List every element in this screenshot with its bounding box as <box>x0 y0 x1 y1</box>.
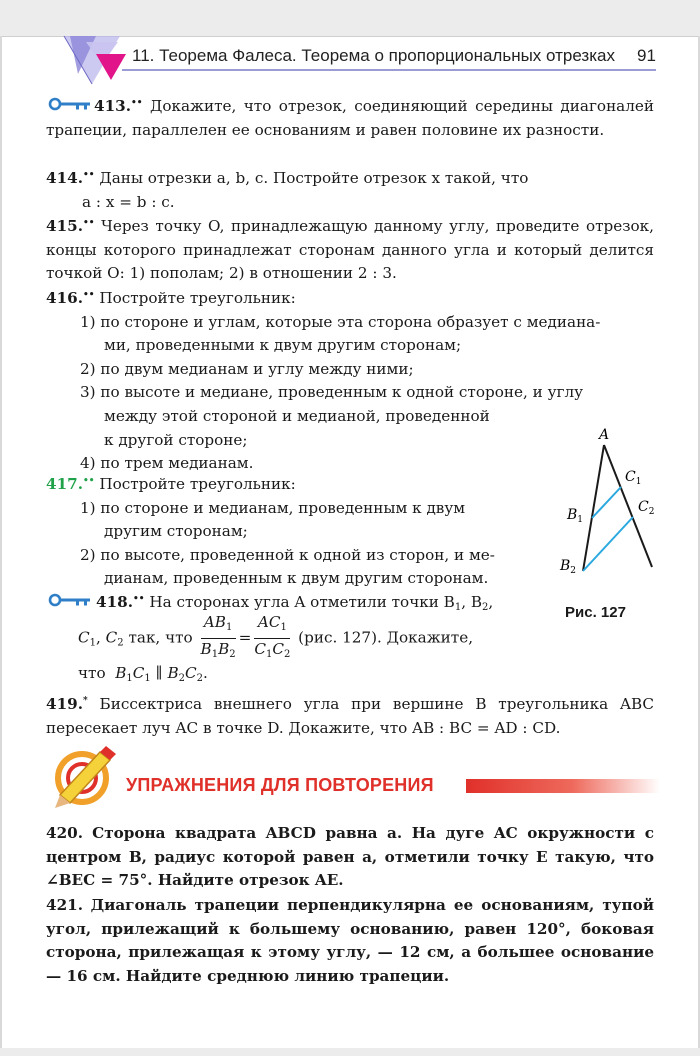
viewer-bottom-bar <box>0 1048 700 1056</box>
problem-414: 414.•• Даны отрезки a, b, c. Постройте отрезок x такой, что a : x = b : c. <box>46 164 654 214</box>
label-c1: $C_1$ <box>625 469 642 487</box>
header-triangle-decoration <box>56 34 136 86</box>
key-icon <box>48 593 94 607</box>
page-number: 91 <box>637 46 656 65</box>
running-head: 11. Теорема Фалеса. Теорема о пропорциональных отрезках <box>132 46 615 65</box>
fraction-ab1-b1b2: $\frac{AB1}{B1B2}$ <box>200 613 236 660</box>
section-title-bar <box>466 779 660 793</box>
problem-417: 417.•• Постройте треугольник: 1) по стороне и медианам, проведенным к двум другим сторонам; 2) по высоте, проведенной к одной из сторон, и ме- дианам, проведенным к двум другим сторонам. <box>46 475 495 588</box>
problem-418-conclusion: что B1C1 ∥ B2C2. <box>78 664 208 684</box>
problem-text: Сторона квадрата ABCD равна a. На дуге AC окружности с центром B, радиус которой равен a, отметили точку E такую, что ∠BEC = 75°. Найдите отрезок AE. <box>46 824 654 890</box>
label-c2: $C_2$ <box>638 499 655 517</box>
section-title: УПРАЖНЕНИЯ ДЛЯ ПОВТОРЕНИЯ <box>126 775 434 795</box>
viewer-top-bar <box>0 0 700 37</box>
problem-413 <box>46 92 654 142</box>
label-a: A <box>599 427 610 443</box>
problem-text: Докажите, что отрезок, соединяющий середины диагоналей трапеции, параллелен ее основаниям и равен половине их разности. <box>46 97 654 139</box>
problem-419: 419.* Биссектриса внешнего угла при вершине B треугольника ABC пересекает луч AC в точке D. Докажите, что AB : BC = AD : CD. <box>46 695 655 737</box>
header-rule <box>122 69 656 71</box>
problem-text: Даны отрезки a, b, c. Постройте отрезок x такой, что <box>99 169 529 187</box>
problem-421: 421. Диагональ трапеции перпендикулярна ее основаниям, тупой угол, прилежащий к большему основанию, равен 120°, боковая сторона, прилежащая к этому углу, — 12 см, а большее основание — 16 см. Найдите среднюю линию трапеции. <box>46 896 654 985</box>
problem-416: 416.•• Постройте треугольник: 1) по стороне и углам, которые эта сторона образует с медиана- ми, проведенными к двум другим сторонам; 2) по двум медианам и углу между ними; 3) по высоте и медиане, проведенным к одной стороне, и углу между этой стороной и медианой, проведенной к другой стороне; 4) по трем медианам. <box>46 289 601 473</box>
problem-420: 420. Сторона квадрата ABCD равна a. На дуге AC окружности с центром B, радиус которой равен a, отметили точку E такую, что ∠BEC = 75°. Найдите отрезок AE. <box>46 824 654 890</box>
label-b1: $B_1$ <box>567 507 584 525</box>
problem-text: Через точку O, принадлежащую данному углу, проведите отрезок, концы которого принадлежат сторонам данного угла и который делится точкой O: 1) пополам; 2) в отношении 2 : 3. <box>46 217 654 283</box>
problem-415: 415.•• Через точку O, принадлежащую данному углу, проведите отрезок, концы которого принадлежат сторонам данного угла и который делится точкой O: 1) пополам; 2) в отношении 2 : 3. <box>46 217 654 283</box>
fraction-ac1-c1c2: $\frac{AC1}{C1C2}$ <box>254 613 291 660</box>
page-left-edge <box>0 36 2 1056</box>
problem-418: 418.•• На сторонах угла A отметили точки B1, B2, <box>96 593 494 613</box>
problem-text: Биссектриса внешнего угла при вершине B треугольника ABC пересекает луч AC в точке D. Докажите, что AB : BC = AD : CD. <box>46 695 655 737</box>
problem-text: a : x = b : c. <box>82 192 175 211</box>
figure-caption: Рис. 127 <box>565 604 626 621</box>
problem-418-formula: C1, C2 так, что $\frac{AB1}{B1B2}$ = $\frac{AC1}{C1C2}$ (рис. 127). Докажите, <box>78 612 548 666</box>
label-b2: $B_2$ <box>560 558 577 576</box>
problem-text: Диагональ трапеции перпендикулярна ее основаниям, тупой угол, прилежащий к большему основанию, равен 120°, боковая сторона, прилежащая к этому углу, — 12 см, а большее основание — 16 см. Найдите среднюю линию трапеции. <box>46 896 654 985</box>
problem-number: 413.•• <box>94 97 143 115</box>
figure-127 <box>555 425 665 585</box>
